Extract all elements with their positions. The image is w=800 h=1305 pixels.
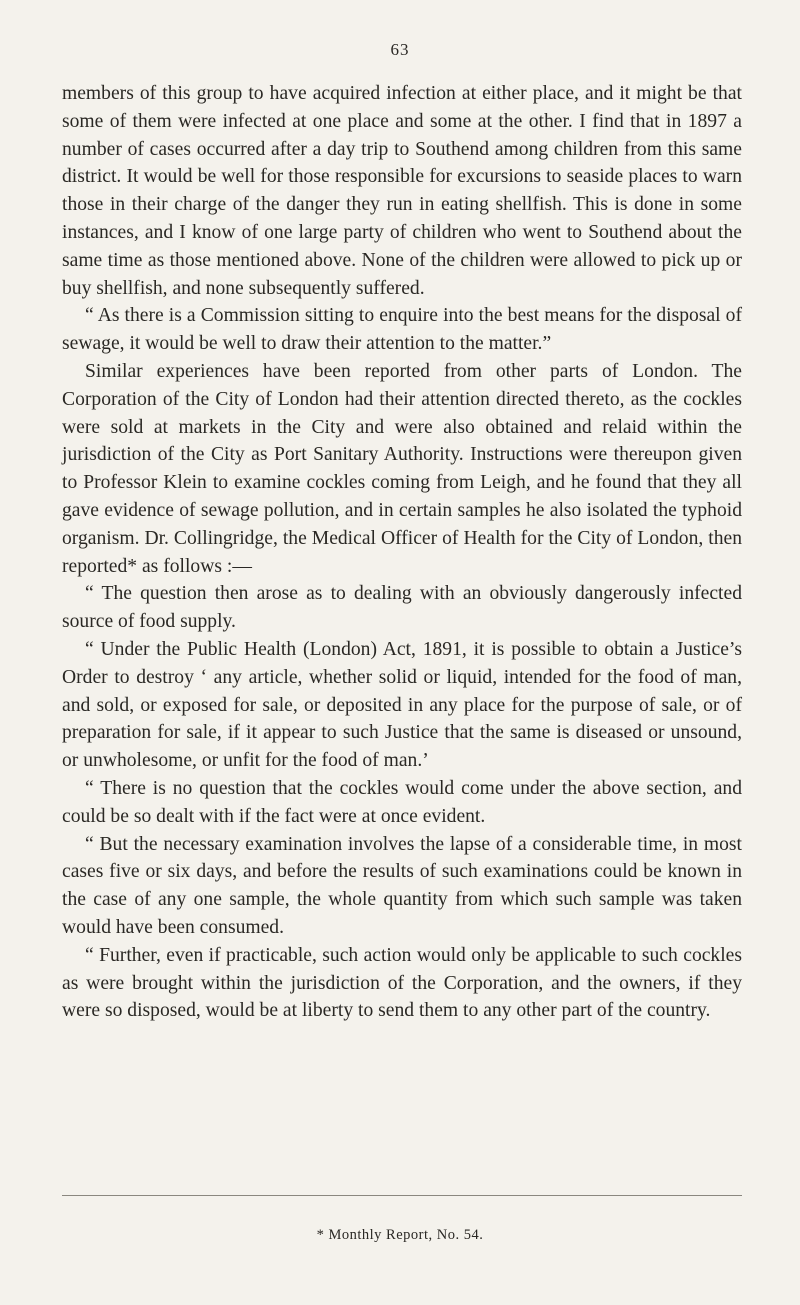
footnote-divider	[62, 1195, 742, 1196]
footnote: * Monthly Report, No. 54.	[316, 1227, 484, 1243]
paragraph-similar-experiences: Similar experiences have been reported from other parts of London. The Corporation of the City of London had their attention directed thereto, as the cockles were sold at markets in the City and were also obtained and relaid within the jurisdiction of the City as Port Sanitary Authority. Instructions were thereupon given to Professor Klein to examine cockles coming from Leigh, and he found that they all gave evidence of sewage pollution, and in certain samples he also isolated the typhoid organism. Dr. Collingridge, the Medical Officer of Health for the City of London, then reported* as follows :—	[62, 360, 742, 577]
paragraph-continuation: members of this group to have acquired infection at either place, and it might be that some of them were infected at one place and some at the other. I find that in 1897 a number of cases occurred after a day trip to Southend among children from this same district. It would be well for those responsible for excursions to seaside places to warn those in their charge of the danger they run in eating shellfish. This is done in some instances, and I know of one large party of children who went to Southend about the same time as those mentioned above. None of the children were allowed to pick up or buy shellfish, and none subsequently suffered.	[62, 83, 742, 299]
paragraph-quote-examination: “ But the necessary examination involves the lapse of a considerable time, in most cases five or six days, and before the results of such examinations could be known in the case of any one sample, the whole quantity from which such sample was taken would have been consumed.	[62, 833, 742, 938]
paragraph-quote-further: “ Further, even if practicable, such action would only be applicable to such cockles as were brought within the jurisdiction of the Corporation, and the owners, if they were so disposed, would be at liberty to send them to any other part of the country.	[62, 944, 742, 1022]
body-text	[62, 80, 742, 1025]
paragraph-quote-public-health-act: “ Under the Public Health (London) Act, 1891, it is possible to obtain a Justice’s Order to destroy ‘ any article, whether solid or liquid, intended for the food of man, and sold, or exposed for sale, or deposited in any place for the purpose of sale, or of preparation for sale, if it appear to such Justice that the same is diseased or unsound, or unwholesome, or unfit for the food of man.’	[62, 638, 742, 772]
page-number: 63	[390, 40, 410, 59]
paragraph-quote-question: “ The question then arose as to dealing with an obviously dangerously infected source of food supply.	[62, 583, 742, 633]
paragraph-quote-commission: “ As there is a Commission sitting to enquire into the best means for the disposal of sewage, it would be well to draw their attention to the matter.”	[62, 305, 742, 355]
paragraph-quote-no-question: “ There is no question that the cockles would come under the above section, and could be so dealt with if the fact were at once evident.	[62, 777, 742, 827]
